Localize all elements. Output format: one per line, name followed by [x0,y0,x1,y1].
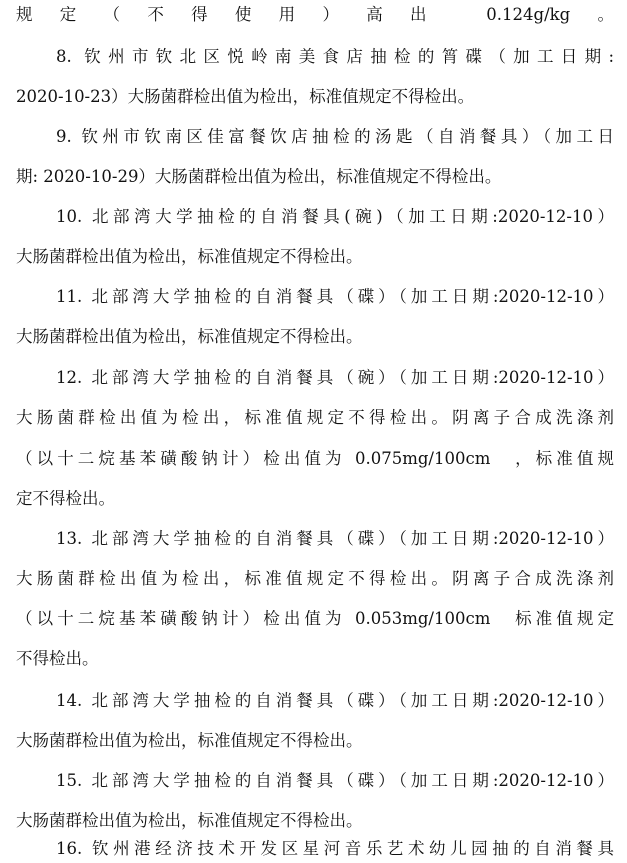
item-12-line-4: 定不得检出。 [16,489,115,508]
item-11-line-1: 11. 北部湾大学抽检的自消餐具（碟）（加工日期:2020-12-10） [56,287,614,306]
item-13-line-3: （以十二烷基苯磺酸钠计）检出值为 0.053mg/100cm 标准值规定 [16,609,614,628]
item-16-line-1: 16. 钦州港经济技术开发区星河音乐艺术幼儿园抽的自消餐具 [56,839,614,858]
item-13-line-2: 大肠菌群检出值为检出，标准值规定不得检出。阴离子合成洗涤剂 [16,569,614,588]
item-8-line-2: 2020-10-23）大肠菌群检出值为检出，标准值规定不得检出。 [16,87,475,106]
item-15-line-1: 15. 北部湾大学抽检的自消餐具（碟）（加工日期:2020-12-10） [56,771,614,790]
item-14-line-1: 14. 北部湾大学抽检的自消餐具（碟）（加工日期:2020-12-10） [56,691,614,710]
item-11-line-2: 大肠菌群检出值为检出，标准值规定不得检出。 [16,327,363,346]
item-9-line-1: 9. 钦州市钦南区佳富餐饮店抽检的汤匙（自消餐具）（加工日 [56,127,614,146]
item-8-line-1: 8. 钦州市钦北区悦岭南美食店抽检的筲碟（加工日期: [56,47,614,66]
item-10-line-2: 大肠菌群检出值为检出，标准值规定不得检出。 [16,247,363,266]
item-14-line-2: 大肠菌群检出值为检出，标准值规定不得检出。 [16,731,363,750]
item-9-line-2: 期: 2020-10-29）大肠菌群检出值为检出，标准值规定不得检出。 [16,167,502,186]
item-12-line-1: 12. 北部湾大学抽检的自消餐具（碗）（加工日期:2020-12-10） [56,368,614,387]
item-15-line-2: 大肠菌群检出值为检出，标准值规定不得检出。 [16,811,363,830]
item-12-line-3: （以十二烷基苯磺酸钠计）检出值为 0.075mg/100cm ，标准值规 [16,449,614,468]
item-13-line-1: 13. 北部湾大学抽检的自消餐具（碟）（加工日期:2020-12-10） [56,529,614,548]
text-line: 规定（不得使用）高出 0.124g/kg。 [16,5,614,24]
item-12-line-2: 大肠菌群检出值为检出，标准值规定不得检出。阴离子合成洗涤剂 [16,408,614,427]
item-10-line-1: 10. 北部湾大学抽检的自消餐具(碗)（加工日期:2020-12-10） [56,207,614,226]
item-13-line-4: 不得检出。 [16,649,99,668]
